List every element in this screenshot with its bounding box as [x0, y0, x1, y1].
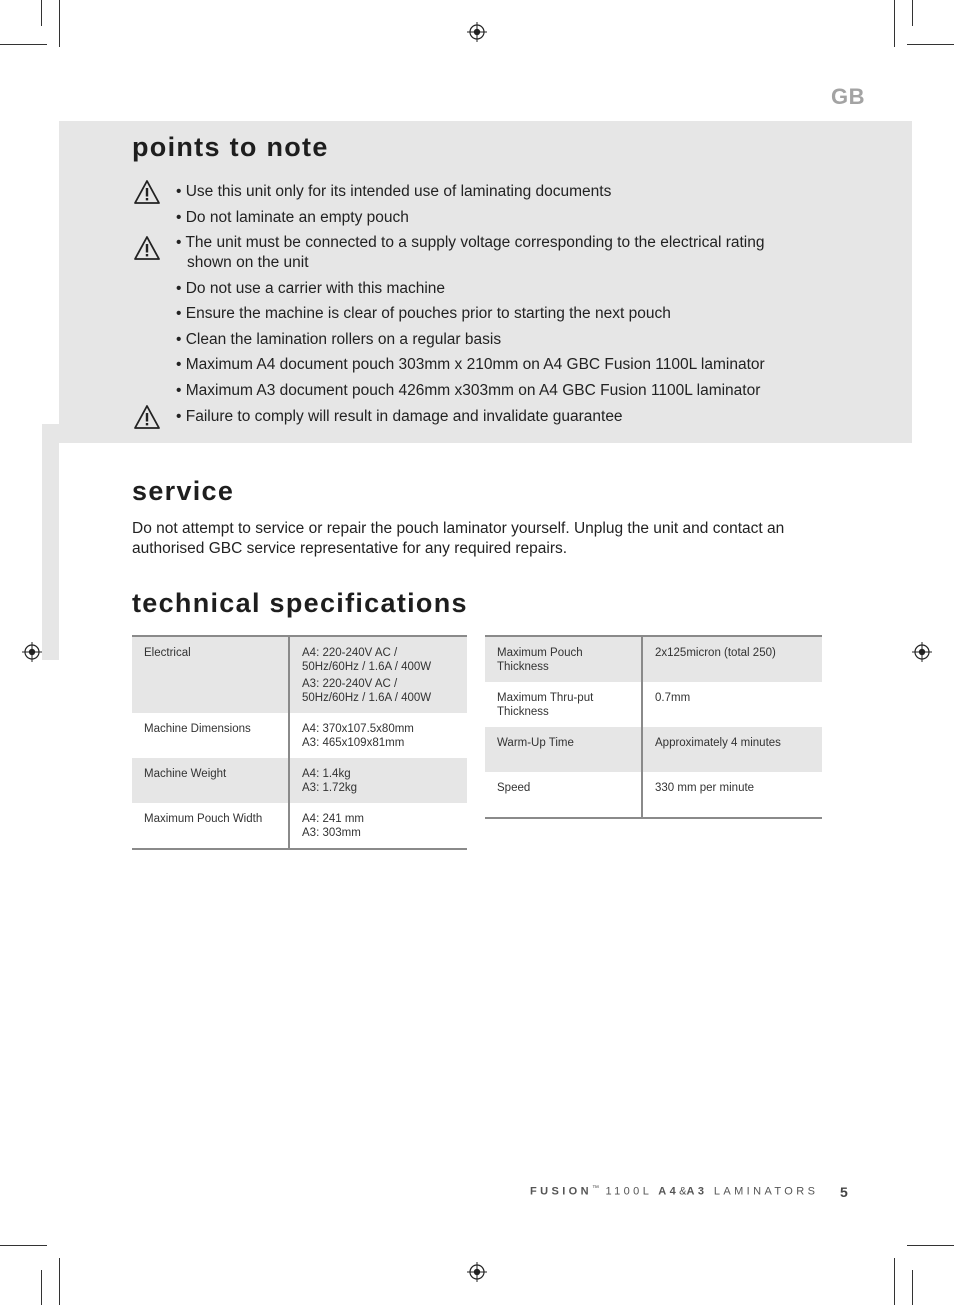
spec-value: 330 mm per minute: [655, 782, 755, 794]
warning-triangle-icon: [133, 235, 161, 261]
footer-a4: A4: [658, 1185, 680, 1198]
footer-model: 1100L: [605, 1185, 652, 1198]
spec-label-line: Thickness: [497, 706, 549, 718]
spec-label-line: Maximum Thru-put: [497, 692, 594, 704]
spec-label: [485, 636, 642, 682]
spec-value: [289, 758, 467, 803]
note-bullet: • Clean the lamination rollers on a regular basis: [176, 331, 502, 348]
note-bullet: • Do not use a carrier with this machine: [176, 280, 446, 297]
footer-a3: A3: [686, 1185, 708, 1198]
spec-value: [289, 713, 467, 758]
note-bullet: • Do not laminate an empty pouch: [176, 209, 409, 226]
spec-table-left: [132, 635, 467, 850]
footer-amp: &: [679, 1185, 687, 1198]
note-bullet-line: • The unit must be connected to a supply voltage corresponding to the electrical rating: [176, 234, 765, 251]
spec-label: Speed: [485, 772, 642, 818]
spec-value: Approximately 4 minutes: [642, 727, 822, 772]
spec-value: [289, 803, 467, 849]
table-row: [485, 727, 822, 772]
spec-label: [485, 682, 642, 727]
points-to-note-title: points to note: [132, 132, 329, 162]
footer-product-line: [530, 1185, 818, 1198]
registration-mark-icon: [467, 1262, 487, 1282]
crop-mark: [59, 0, 60, 47]
crop-mark: [41, 0, 42, 26]
spec-table-right: [485, 635, 822, 819]
crop-mark: [0, 44, 47, 45]
spec-value-line: A4: 220-240V AC /: [302, 647, 398, 659]
warning-triangle-icon: [133, 404, 161, 430]
crop-mark: [912, 1270, 913, 1305]
spec-label: Electrical: [132, 636, 289, 713]
spec-label-line: Thickness: [497, 661, 549, 673]
crop-mark: [59, 1258, 60, 1305]
note-bullet: • Ensure the machine is clear of pouches prior to starting the next pouch: [176, 305, 671, 322]
crop-mark: [894, 0, 895, 47]
spec-value-line: A4: 241 mm: [302, 813, 364, 825]
crop-mark: [894, 1258, 895, 1305]
footer-tm: ™: [591, 1185, 599, 1192]
spec-value: [289, 636, 467, 713]
spec-value-line: A4: 370x107.5x80mm: [302, 723, 414, 735]
note-bullet: [176, 233, 764, 273]
table-row: [485, 772, 822, 818]
spec-value-line: A3: 303mm: [302, 827, 361, 839]
footer-brand: FUSION: [530, 1185, 592, 1198]
spec-value-line: A3: 220-240V AC /: [302, 678, 398, 690]
side-decoration-bar: [42, 424, 59, 660]
registration-mark-icon: [467, 22, 487, 42]
registration-mark-icon: [22, 642, 42, 662]
table-row: [132, 803, 467, 849]
spec-label-line: Maximum Pouch: [497, 647, 583, 659]
crop-mark: [912, 0, 913, 26]
table-row: [132, 713, 467, 758]
crop-mark: [0, 1245, 47, 1246]
service-title: service: [132, 476, 235, 506]
spec-label: Machine Dimensions: [132, 713, 289, 758]
warning-triangle-icon: [133, 179, 161, 205]
spec-value-line: 50Hz/60Hz / 1.6A / 400W: [302, 692, 432, 704]
language-code: GB: [831, 84, 865, 109]
table-row: [132, 758, 467, 803]
page-number: 5: [840, 1184, 848, 1200]
spec-label: Machine Weight: [132, 758, 289, 803]
table-row: [485, 682, 822, 727]
spec-value-line: A4: 1.4kg: [302, 768, 351, 780]
registration-mark-icon: [912, 642, 932, 662]
table-row: [485, 636, 822, 682]
spec-label: Warm-Up Time: [485, 727, 642, 772]
crop-mark: [41, 1270, 42, 1305]
note-bullet: • Maximum A3 document pouch 426mm x303mm on A4 GBC Fusion 1100L laminator: [176, 382, 761, 399]
spec-value-line: A3: 1.72kg: [302, 782, 357, 794]
crop-mark: [907, 44, 954, 45]
crop-mark: [907, 1245, 954, 1246]
table-row: [132, 636, 467, 713]
note-bullet-continuation: shown on the unit: [187, 254, 309, 271]
spec-label: Maximum Pouch Width: [132, 803, 289, 849]
spec-value-line: A3: 465x109x81mm: [302, 737, 405, 749]
note-bullet: • Failure to comply will result in damage and invalidate guarantee: [176, 408, 623, 425]
service-text: Do not attempt to service or repair the pouch laminator yourself. Unplug the unit and contact an authorised GBC service representative for any required repairs.: [132, 520, 785, 557]
note-bullet: • Maximum A4 document pouch 303mm x 210mm on A4 GBC Fusion 1100L laminator: [176, 356, 765, 373]
spec-value-line: 50Hz/60Hz / 1.6A / 400W: [302, 661, 432, 673]
footer-product: LAMINATORS: [713, 1185, 819, 1198]
tech-specs-title: technical specifications: [132, 588, 468, 618]
note-bullet: • Use this unit only for its intended use of laminating documents: [176, 183, 612, 200]
spec-value: 0.7mm: [655, 692, 691, 704]
spec-value: 2x125micron (total 250): [642, 636, 822, 682]
